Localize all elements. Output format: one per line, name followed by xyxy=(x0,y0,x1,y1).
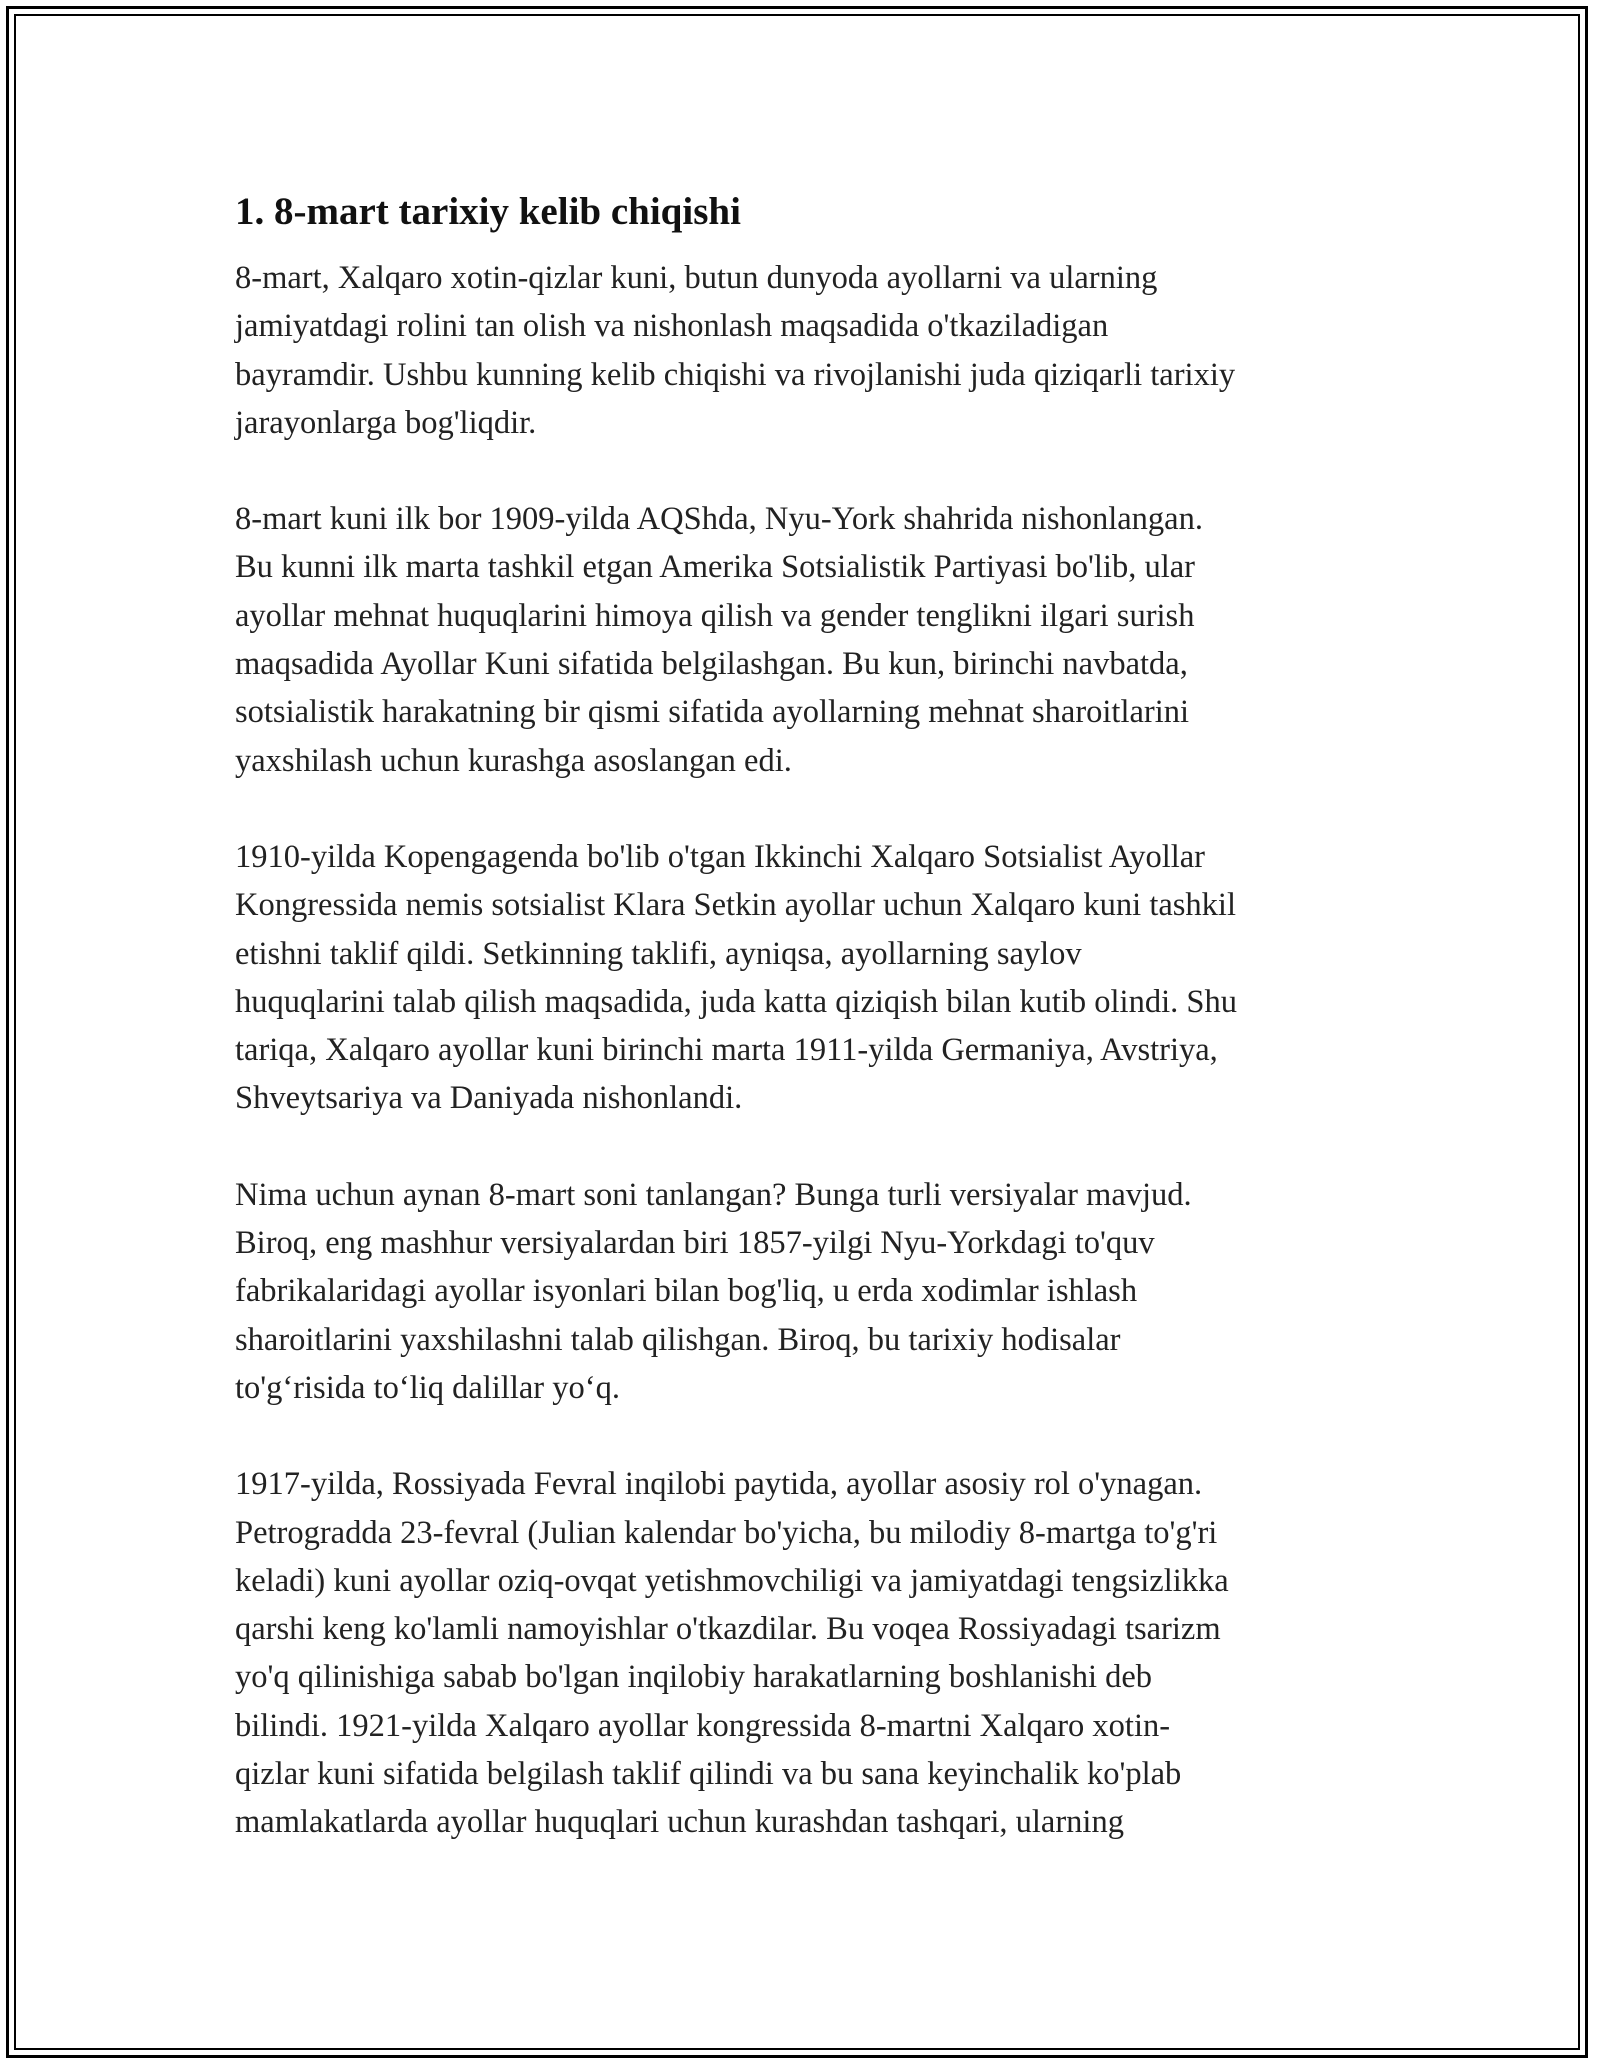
paragraph-intro: 8-mart, Xalqaro xotin-qizlar kuni, butun dunyoda ayollarni va ularning jamiyatdagi rolini tan olish va nishonlash maqsadida o'tkaziladigan bayramdir. Ushbu kunning kelib chiqishi va rivojlanishi juda qiziqarli tarixiy jarayonlarga bog'liqdir. xyxy=(235,260,1236,441)
paragraph-1909: 8-mart kuni ilk bor 1909-yilda AQShda, Nyu-York shahrida nishonlangan. Bu kunni ilk marta tashkil etgan Amerika Sotsialistik Partiyasi bo'lib, ular ayollar mehnat huquqlarini himoya qilish va gender tenglikni ilgari surish maqsadida Ayollar Kuni sifatida belgilashgan. Bu kun, birinchi navbatda, sotsialistik harakatning bir qismi sifatida ayollarning mehnat sharoitlarini yaxshilash uchun kurashga asoslangan edi. xyxy=(235,501,1203,779)
section-heading: 1. 8-mart tarixiy kelib chiqishi xyxy=(235,190,741,233)
paragraph-1917: 1917-yilda, Rossiyada Fevral inqilobi paytida, ayollar asosiy rol o'ynagan. Petrogradda 23-fevral (Julian kalendar bo'yicha, bu milodiy 8-martga to'g'ri keladi) kuni ayollar oziq-ovqat yetishmovchiligi va jamiyatdagi tengsizlikka qarshi keng ko'lamli namoyishlar o'tkazdilar. Bu voqea Rossiyadagi tsarizm yo'q qilinishiga sabab bo'lgan inqilobiy harakatlarning boshlanishi deb bilindi. 1921-yilda Xalqaro ayollar kongressida 8-martni Xalqaro xotin- qizlar kuni sifatida belgilash taklif qilindi va bu sana keyinchalik ko'plab mamlakatlarda ayollar huquqlari uchun kurashdan tashqari, ularning xyxy=(235,1466,1229,1841)
paragraph-why-march-8: Nima uchun aynan 8-mart soni tanlangan? Bunga turli versiyalar mavjud. Biroq, eng mashhur versiyalardan biri 1857-yilgi Nyu-Yorkdagi to'quv fabrikalaridagi ayollar isyonlari bilan bog'liq, u erda xodimlar ishlash sharoitlarini yaxshilashni talab qilishgan. Biroq, bu tarixiy hodisalar to'g‘risida to‘liq dalillar yo‘q. xyxy=(235,1176,1192,1406)
paragraph-1910: 1910-yilda Kopengagenda bo'lib o'tgan Ikkinchi Xalqaro Sotsialist Ayollar Kongressida nemis sotsialist Klara Setkin ayollar uchun Xalqaro kuni tashkil etishni taklif qildi. Setkinning taklifi, ayniqsa, ayollarning saylov huquqlarini talab qilish maqsadida, juda katta qiziqish bilan kutib olindi. Shu tariqa, Xalqaro ayollar kuni birinchi marta 1911-yilda Germaniya, Avstriya, Shveytsariya va Daniyada nishonlandi. xyxy=(235,838,1237,1117)
document-body xyxy=(235,184,1385,1895)
